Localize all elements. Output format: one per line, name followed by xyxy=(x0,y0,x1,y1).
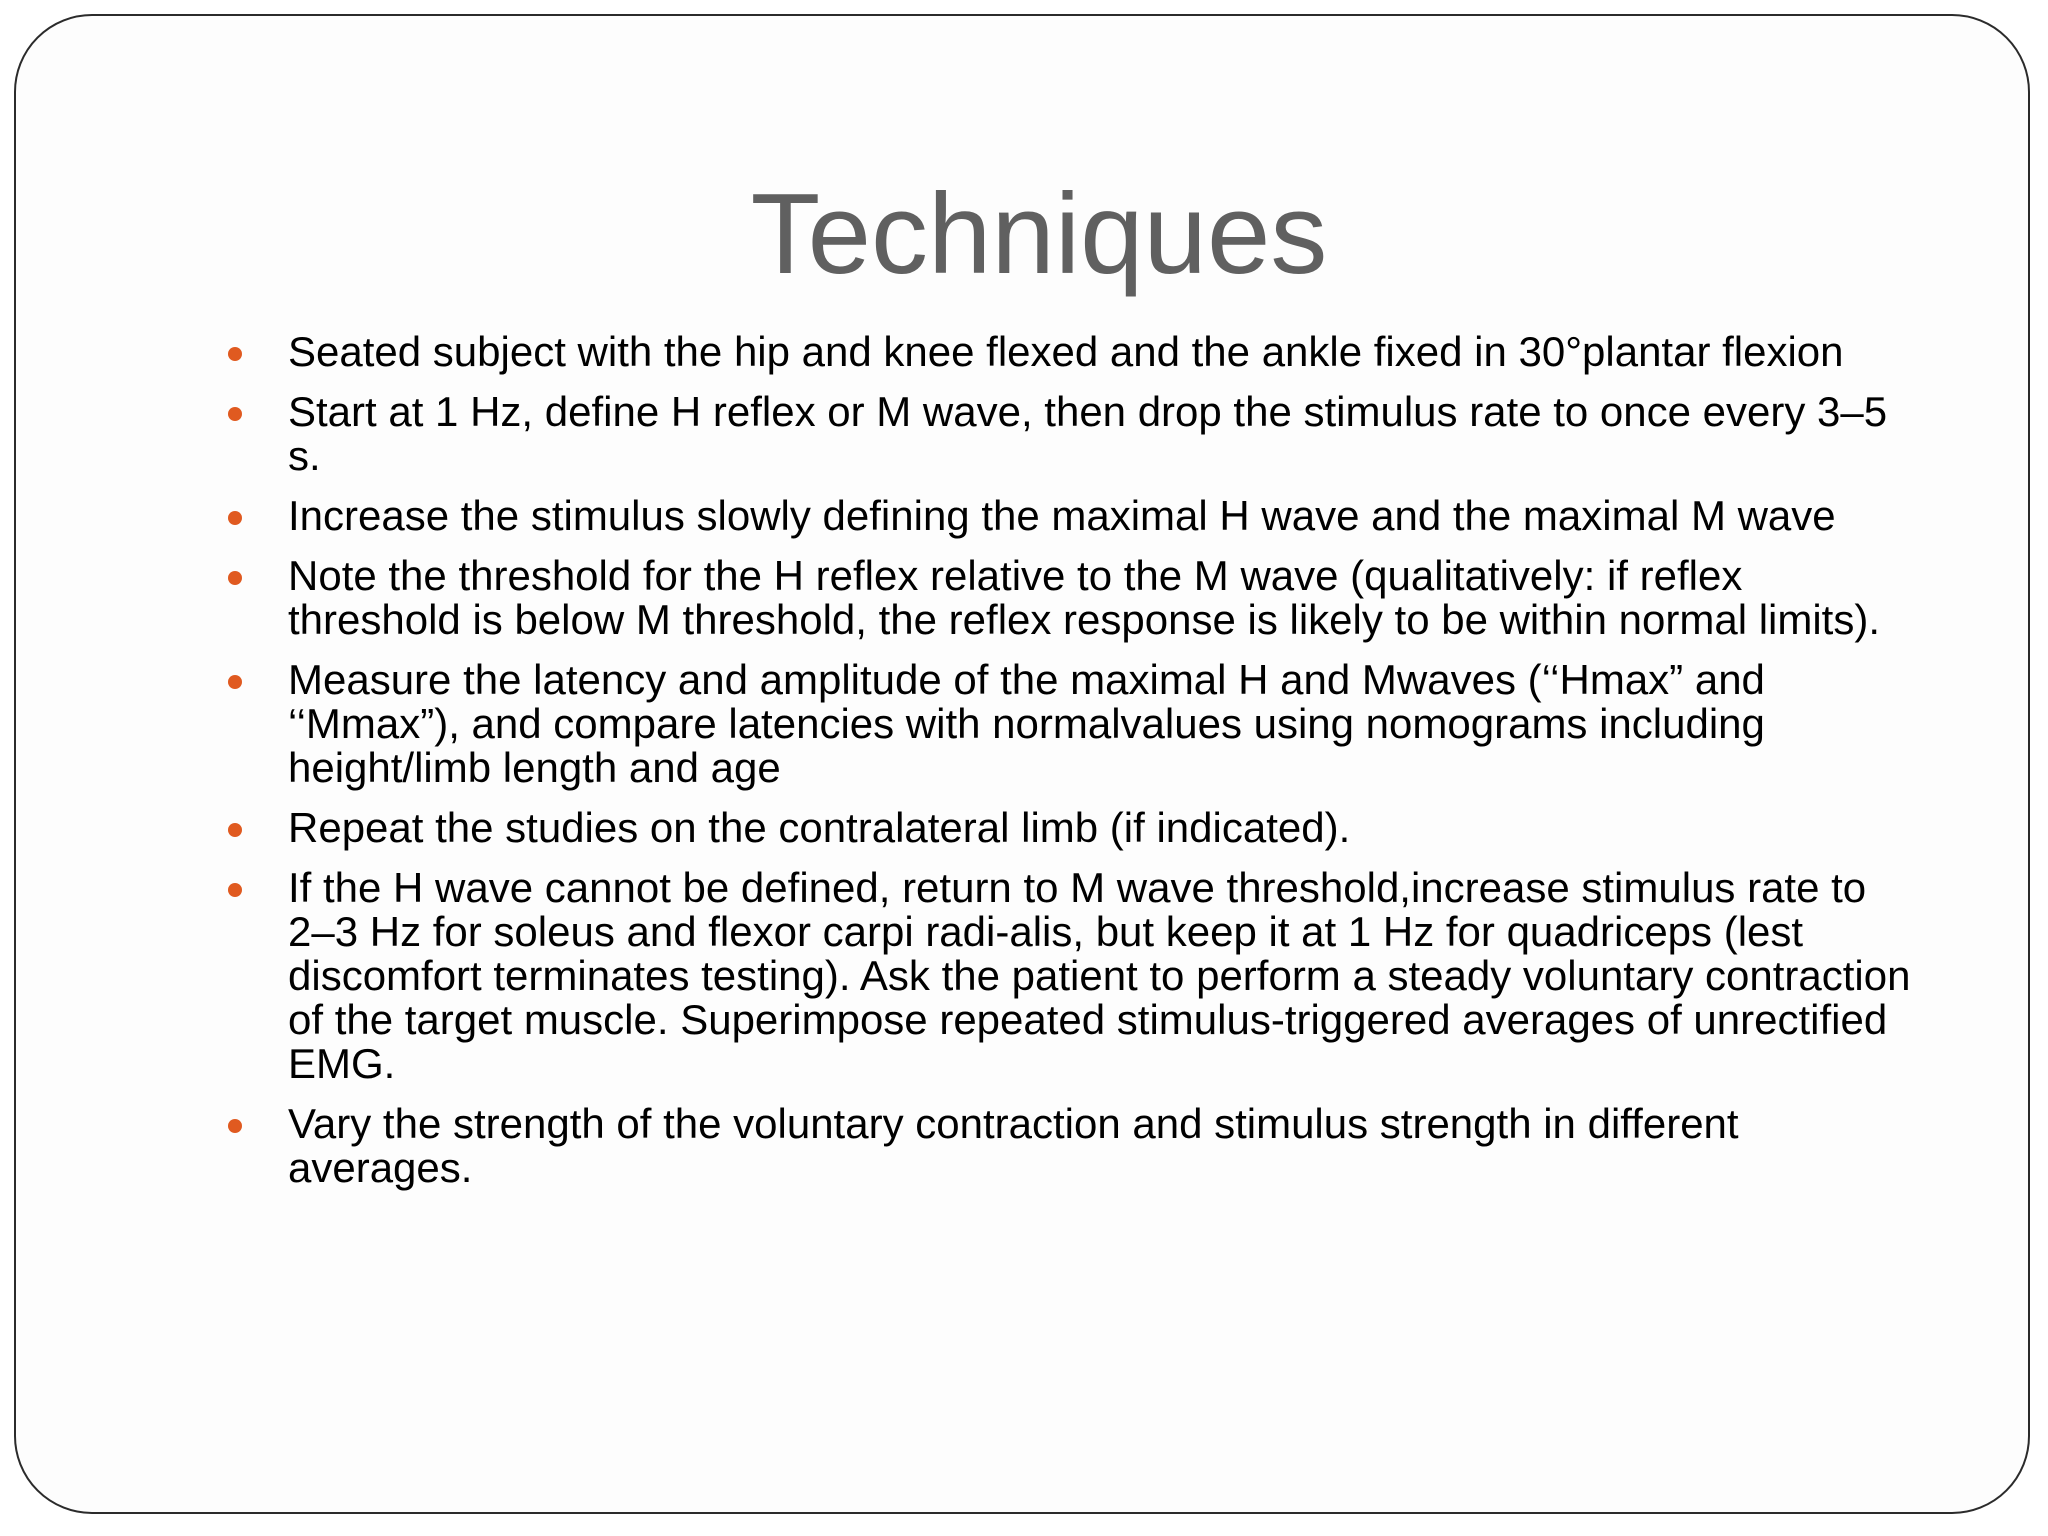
bullet-text: Note the threshold for the H reflex relative to the M wave (qualitatively: if reflex threshold is below M threshold, the reflex response is likely to be within normal limits). xyxy=(288,552,1881,643)
bullet-dot-icon xyxy=(228,571,242,585)
bullet-item xyxy=(226,866,1916,1086)
bullet-item xyxy=(226,658,1916,790)
bullet-text: Measure the latency and amplitude of the maximal H and Mwaves (‘‘Hmax” and ‘‘Mmax”), and compare latencies with normalvalues using nomograms including height/limb length and age xyxy=(288,656,1765,791)
bullet-text: Increase the stimulus slowly defining the maximal H wave and the maximal M wave xyxy=(288,492,1836,539)
bullet-text: Vary the strength of the voluntary contraction and stimulus strength in different averages. xyxy=(288,1100,1739,1191)
bullet-item xyxy=(226,390,1916,478)
bullet-list xyxy=(226,330,1916,1206)
bullet-item xyxy=(226,494,1916,538)
bullet-dot-icon xyxy=(228,883,242,897)
bullet-item xyxy=(226,330,1916,374)
bullet-dot-icon xyxy=(228,511,242,525)
bullet-text: Seated subject with the hip and knee flexed and the ankle fixed in 30°plantar flexion xyxy=(288,328,1844,375)
bullet-item xyxy=(226,554,1916,642)
bullet-dot-icon xyxy=(228,407,242,421)
bullet-item xyxy=(226,1102,1916,1190)
bullet-dot-icon xyxy=(228,823,242,837)
bullet-text: Repeat the studies on the contralateral limb (if indicated). xyxy=(288,804,1351,851)
bullet-text: Start at 1 Hz, define H reflex or M wave, then drop the stimulus rate to once every 3–5 s. xyxy=(288,388,1888,479)
bullet-dot-icon xyxy=(228,675,242,689)
bullet-dot-icon xyxy=(228,1119,242,1133)
slide-title: Techniques xyxy=(750,171,1328,298)
bullet-text: If the H wave cannot be defined, return to M wave threshold,increase stimulus rate to 2–3 Hz for soleus and flexor carpi radi-alis, but keep it at 1 Hz for quadriceps (lest discomfort terminates testing). Ask the patient to perform a steady voluntary contraction of the target muscle. Superimpose repeated stimulus-triggered averages of unrectified EMG. xyxy=(288,864,1911,1087)
bullet-dot-icon xyxy=(228,347,242,361)
bullet-item xyxy=(226,806,1916,850)
